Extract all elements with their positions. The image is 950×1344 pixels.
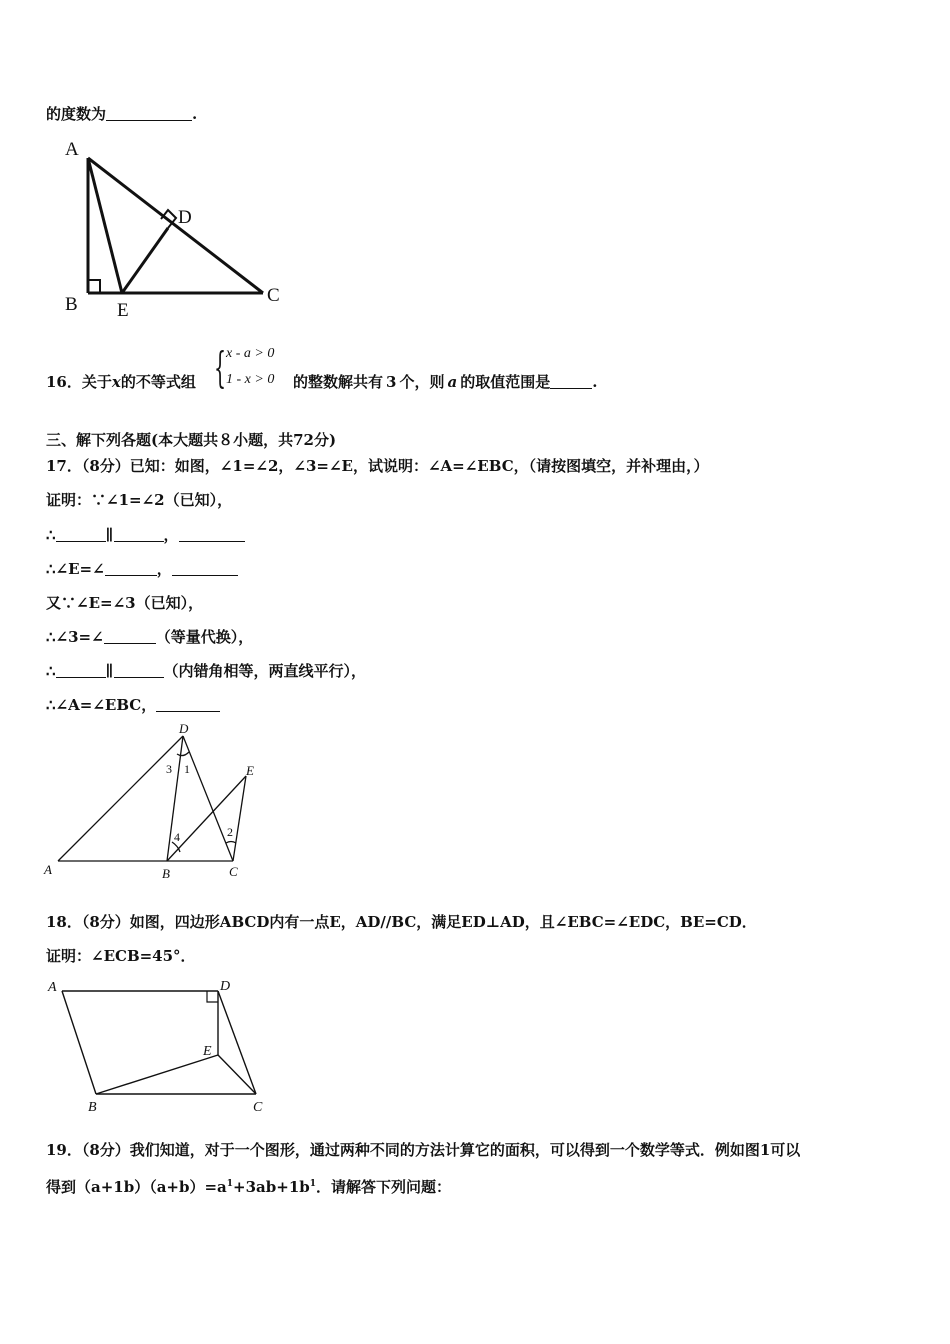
segment-ae xyxy=(88,158,122,293)
quadrilateral-figure-q18 xyxy=(40,975,275,1115)
q17-proof-line-3: ∴∠E=∠ ， xyxy=(46,558,238,579)
inequality-system xyxy=(214,345,294,395)
q16-line-tail: 的整数解共有 3 个，则 a 的取值范围是 . xyxy=(293,373,598,391)
q15-answer-line: 的度数为 . xyxy=(46,105,198,123)
answer-blank[interactable] xyxy=(550,374,592,389)
answer-blank[interactable] xyxy=(105,561,157,576)
q16-line: 16．关于x的不等式组 xyxy=(46,373,196,391)
segment-ac xyxy=(88,158,263,293)
label-b: B xyxy=(88,1100,97,1115)
label-c: C xyxy=(229,864,238,879)
q17-proof-line-7: ∴∠A=∠EBC， xyxy=(46,694,220,715)
answer-blank[interactable] xyxy=(104,629,156,644)
segment-dc xyxy=(218,991,256,1094)
segment-ec xyxy=(218,1055,256,1094)
answer-blank[interactable] xyxy=(106,106,192,121)
angle-label-4: 4 xyxy=(174,830,180,844)
q19-line-2: 得到$(a+1b)(a+b)=a^1+3ab+1b^1$．请解答下列问题： xyxy=(46,1178,452,1196)
segment-ad xyxy=(58,736,183,861)
angle-label-1: 1 xyxy=(184,762,190,776)
inequality-row-1: x - a > 0 xyxy=(226,346,275,361)
segment-be xyxy=(96,1055,218,1094)
q18-proof: 证明：∠ECB=45°． xyxy=(46,947,196,965)
right-angle-b xyxy=(88,280,100,293)
label-a: A xyxy=(65,139,79,160)
label-d: D xyxy=(178,207,192,228)
label-e: E xyxy=(117,300,129,321)
q17-proof-line-1: 证明：∵∠1=∠2（已知）， xyxy=(46,491,233,509)
label-d: D xyxy=(179,721,189,736)
answer-blank[interactable] xyxy=(172,561,238,576)
answer-blank[interactable] xyxy=(114,663,164,678)
section-title: 三、解下列各题(本大题共８小题，共72分) xyxy=(46,431,337,449)
inequality-row-2: 1 - x > 0 xyxy=(226,372,275,387)
answer-blank[interactable] xyxy=(179,527,245,542)
angle-label-3: 3 xyxy=(166,762,172,776)
answer-blank[interactable] xyxy=(56,527,106,542)
right-angle-d xyxy=(207,991,218,1002)
q17-proof-line-2: ∴ ∥ ， xyxy=(46,524,245,545)
angle-arc-c xyxy=(226,842,236,844)
angle-arc-d xyxy=(177,752,189,756)
label-c: C xyxy=(253,1100,263,1115)
q17-stem: 17．（8分）已知：如图，∠1=∠2，∠3=∠E，试说明：∠A=∠EBC，（请按图填空，并补理由，） xyxy=(46,457,709,475)
angle-label-2: 2 xyxy=(227,825,233,839)
label-b: B xyxy=(162,866,170,881)
label-b: B xyxy=(65,294,78,315)
label-e: E xyxy=(203,1044,212,1059)
figure-q17 xyxy=(40,718,270,888)
q19-line-1: 19．（8分）我们知道，对于一个图形，通过两种不同的方法计算它的面积，可以得到一个数学等式．例如图1可以 xyxy=(46,1141,801,1159)
segment-ed xyxy=(122,228,168,293)
segment-ab xyxy=(62,991,96,1094)
triangle-figure-q15 xyxy=(55,135,295,325)
q15-text: 的度数为 xyxy=(46,105,107,123)
left-brace: { xyxy=(214,343,227,392)
answer-blank[interactable] xyxy=(56,663,106,678)
label-a: A xyxy=(44,862,52,877)
q17-proof-line-6: ∴ ∥ （内错角相等，两直线平行）， xyxy=(46,662,367,680)
q17-proof-line-4: 又∵∠E=∠3（已知）， xyxy=(46,594,204,612)
label-e: E xyxy=(246,763,254,778)
label-c: C xyxy=(267,285,280,306)
q18-stem: 18．（8分）如图，四边形ABCD内有一点E，AD//BC，满足ED⊥AD，且∠EBC=∠EDC，BE=CD． xyxy=(46,913,757,931)
label-d: D xyxy=(220,979,231,994)
label-a: A xyxy=(48,980,57,995)
q17-proof-line-5: ∴∠3=∠ （等量代换）， xyxy=(46,628,254,646)
answer-blank[interactable] xyxy=(156,697,220,712)
answer-blank[interactable] xyxy=(114,527,164,542)
